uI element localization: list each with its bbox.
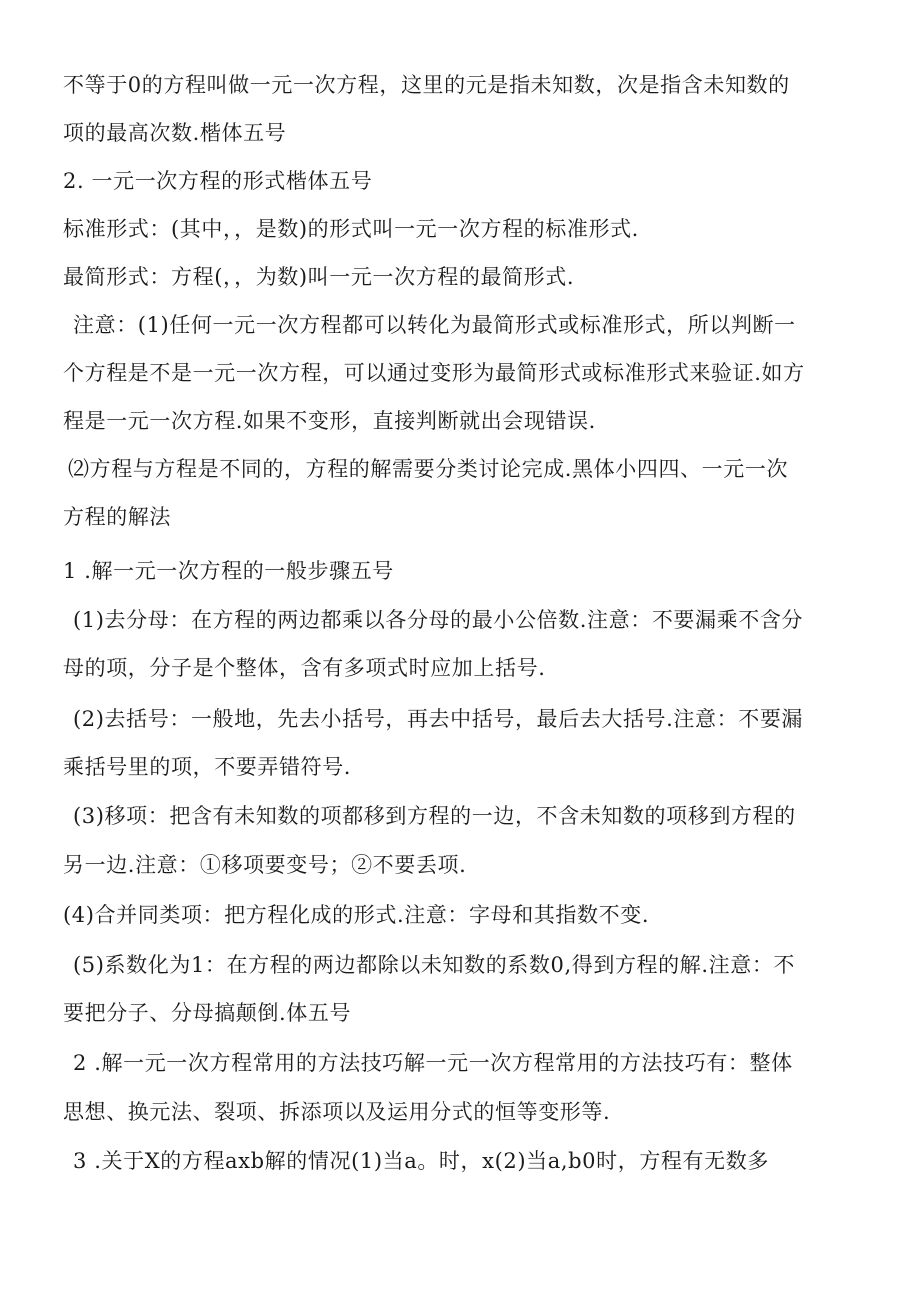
text-line: 不等于0的方程叫做一元一次方程，这里的元是指未知数，次是指含未知数的 [63,73,790,97]
text-line: 1 .解一元一次方程的一般步骤五号 [63,559,394,583]
text-line: 另一边.注意：①移项要变号；②不要丢项. [63,853,467,877]
text-line: 2 .解一元一次方程常用的方法技巧解一元一次方程常用的方法技巧有：整体 [73,1051,793,1075]
text-line: (5)系数化为1：在方程的两边都除以未知数的系数0,得到方程的解.注意：不 [73,953,796,977]
text-line: 母的项，分子是个整体，含有多项式时应加上括号. [63,656,546,680]
text-line: 3 .关于X的方程axb解的情况(1)当a。时，x(2)当a,b0时，方程有无数多 [73,1149,769,1173]
text-line: ⑵方程与方程是不同的，方程的解需要分类讨论完成.黑体小四四、一元一次 [68,457,789,481]
text-line: 方程的解法 [63,505,171,529]
text-line: 程是一元一次方程.如果不变形，直接判断就出会现错误. [63,409,596,433]
text-line: 乘括号里的项，不要弄错符号. [63,755,352,779]
text-line: (3)移项：把含有未知数的项都移到方程的一边，不含未知数的项移到方程的 [73,804,796,828]
text-line: 最简形式：方程(，，为数)叫一元一次方程的最简形式. [63,265,575,289]
text-line: 注意：(1)任何一元一次方程都可以转化为最简形式或标准形式，所以判断一 [73,313,796,337]
text-line: (2)去括号：一般地，先去小括号，再去中括号，最后去大括号.注意：不要漏 [73,707,804,731]
text-line: (4)合并同类项：把方程化成的形式.注意：字母和其指数不变. [63,903,650,927]
text-line: 思想、换元法、裂项、拆添项以及运用分式的恒等变形等. [63,1100,611,1124]
text-line: 2. 一元一次方程的形式楷体五号 [63,169,373,193]
text-line: (1)去分母：在方程的两边都乘以各分母的最小公倍数.注意：不要漏乘不含分 [73,608,804,632]
text-line: 项的最高次数.楷体五号 [63,121,287,145]
text-line: 标准形式：(其中，，是数)的形式叫一元一次方程的标准形式. [63,217,639,241]
text-line: 要把分子、分母搞颠倒.体五号 [63,1001,352,1025]
text-line: 个方程是不是一元一次方程，可以通过变形为最简形式或标准形式来验证.如方 [63,361,805,385]
